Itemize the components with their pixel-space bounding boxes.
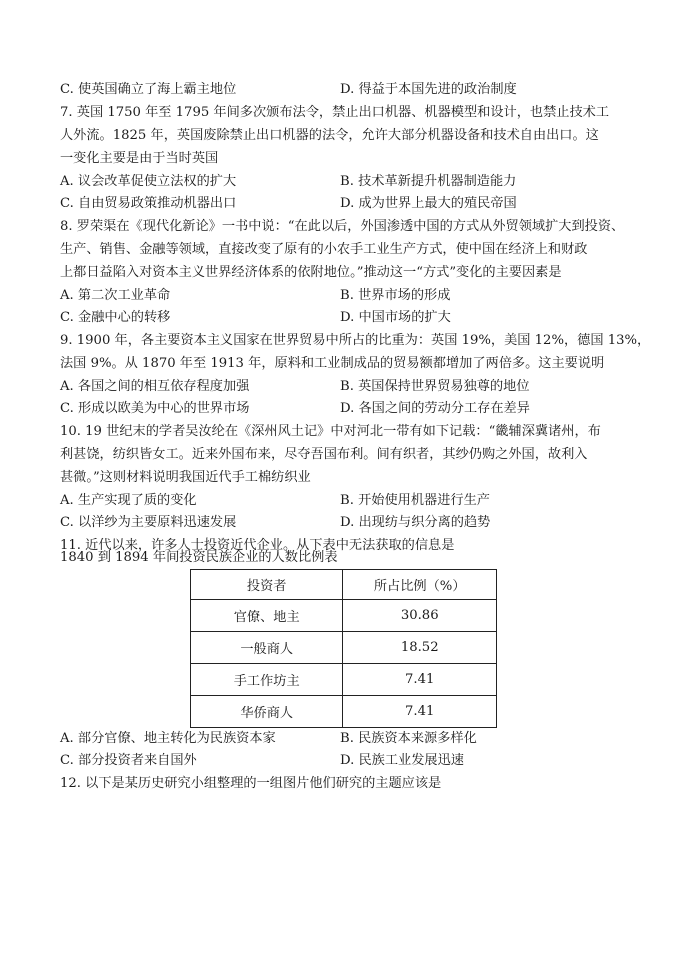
q9-option-a: A. 各国之间的相互依存程度加强 (60, 379, 250, 394)
q7-option-a: A. 议会改革促使立法权的扩大 (60, 174, 237, 189)
q8-option-d: D. 中国市场的扩大 (340, 310, 451, 325)
q8-option-c: C. 金融中心的转移 (60, 310, 171, 325)
q9-stem-line-2: 法国 9%。从 1870 年至 1913 年，原料和工业制成品的贸易额都增加了两倍多。这主要说明 (60, 356, 605, 371)
table-cell-ratio: 18.52 (343, 632, 497, 664)
q9-options-cd (60, 398, 640, 420)
table-cell-investor: 一般商人 (191, 632, 343, 664)
table-row (191, 696, 497, 728)
table-cell-investor: 官僚、地主 (191, 600, 343, 632)
q10-stem-line-3: 甚微。”这则材料说明我国近代手工棉纺织业 (60, 470, 311, 485)
q11-option-d: D. 民族工业发展迅速 (340, 753, 464, 768)
q6-option-c: C. 使英国确立了海上霸主地位 (60, 82, 237, 97)
q10-stem-line-2: 利甚饶，纺织皆女工。近来外国布来，尽夺吾国布利。间有织者，其纱仍购之外国，故利入 (60, 447, 588, 462)
q8-stem-line-3: 上都日益陷入对资本主义世界经济体系的依附地位。”推动这一“方式”变化的主要因素是 (60, 265, 562, 280)
investor-ratio-table (190, 569, 497, 728)
table-header-row (191, 570, 497, 600)
table-row (191, 664, 497, 696)
table-cell-ratio: 7.41 (343, 664, 497, 696)
q9-stem-line-1: 9. 1900 年，各主要资本主义国家在世界贸易中所占的比重为：英国 19%，美国 12%，德国 13%， (60, 333, 651, 348)
q6-option-d: D. 得益于本国先进的政治制度 (340, 82, 517, 97)
q9-option-c: C. 形成以欧美为中心的世界市场 (60, 401, 250, 416)
table-header-ratio: 所占比例（%） (343, 570, 497, 600)
q7-stem-line-1: 7. 英国 1750 年至 1795 年间多次颁布法令，禁止出口机器、机器模型和设计，也禁止技术工 (60, 105, 610, 120)
table-cell-ratio: 7.41 (343, 696, 497, 728)
q8-stem-line-2: 生产、销售、金融等领域，直接改变了原有的小农手工业生产方式，使中国在经济上和财政 (60, 242, 588, 257)
q8-options-cd (60, 307, 640, 329)
q8-option-a: A. 第二次工业革命 (60, 288, 171, 303)
q10-option-c: C. 以洋纱为主要原料迅速发展 (60, 515, 237, 530)
q10-stem-line-1: 10. 19 世纪末的学者吴汝纶在《深州风土记》中对河北一带有如下记载：“畿辅深冀诸州，布 (60, 424, 601, 439)
table-cell-ratio: 30.86 (343, 600, 497, 632)
q12-stem: 12. 以下是某历史研究小组整理的一组图片他们研究的主题应该是 (60, 776, 442, 791)
q7-stem-line-3: 一变化主要是由于当时英国 (60, 151, 219, 166)
q8-options-ab (60, 285, 640, 307)
q10-options-cd (60, 512, 640, 534)
table-cell-investor: 华侨商人 (191, 696, 343, 728)
q10-option-a: A. 生产实现了质的变化 (60, 493, 197, 508)
q11-options-cd (60, 750, 640, 772)
q7-options-ab (60, 171, 640, 193)
q9-option-d: D. 各国之间的劳动分工存在差异 (340, 401, 530, 416)
q7-option-c: C. 自由贸易政策推动机器出口 (60, 196, 237, 211)
q11-option-b: B. 民族资本来源多样化 (340, 731, 477, 746)
q10-option-b: B. 开始使用机器进行生产 (340, 493, 490, 508)
q7-option-d: D. 成为世界上最大的殖民帝国 (340, 196, 517, 211)
q11-option-c: C. 部分投资者来自国外 (60, 753, 197, 768)
q11-table-caption: 1840 到 1894 年间投资民族企业的人数比例表 (60, 550, 338, 565)
q9-option-b: B. 英国保持世界贸易独尊的地位 (340, 379, 530, 394)
q9-options-ab (60, 376, 640, 398)
q8-option-b: B. 世界市场的形成 (340, 288, 451, 303)
table-row (191, 632, 497, 664)
q7-stem-line-2: 人外流。1825 年，英国废除禁止出口机器的法令，允许大部分机器设备和技术自由出口。这 (60, 128, 599, 143)
q6-options-cd (60, 79, 640, 101)
q7-options-cd (60, 193, 640, 215)
q10-options-ab (60, 490, 640, 512)
q7-option-b: B. 技术革新提升机器制造能力 (340, 174, 517, 189)
table-header-investor: 投资者 (191, 570, 343, 600)
table-row (191, 600, 497, 632)
q11-options-ab (60, 728, 640, 750)
q11-option-a: A. 部分官僚、地主转化为民族资本家 (60, 731, 276, 746)
table-cell-investor: 手工作坊主 (191, 664, 343, 696)
q8-stem-line-1: 8. 罗荣渠在《现代化新论》一书中说：“在此以后，外国渗透中国的方式从外贸领域扩大到投资、 (60, 219, 625, 234)
q11-stem: 11. 近代以来，许多人士投资近代企业。从下表中无法获取的信息是 (60, 538, 455, 553)
q10-option-d: D. 出现纺与织分离的趋势 (340, 515, 491, 530)
